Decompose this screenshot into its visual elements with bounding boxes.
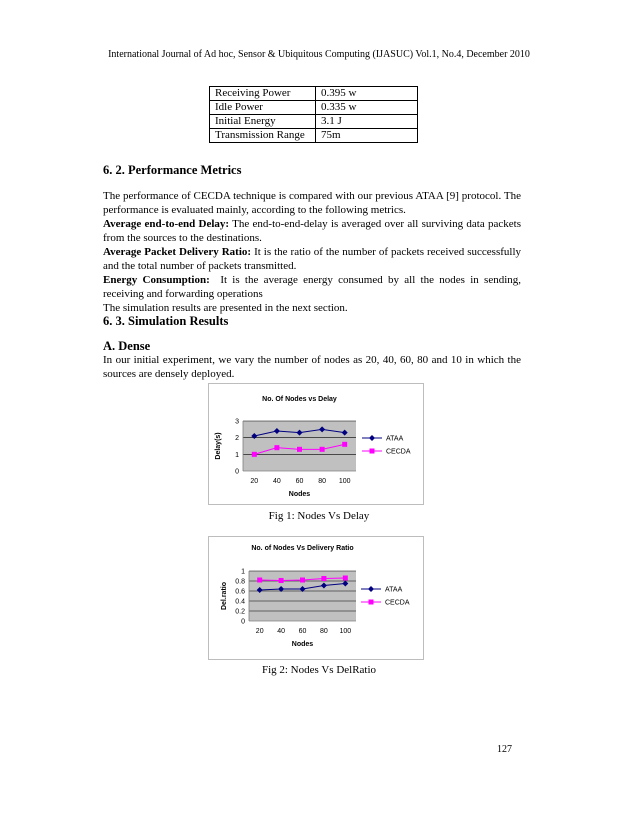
x-tick-label: 80 (318, 478, 326, 485)
page-number: 127 (497, 744, 512, 755)
metrics-closing: The simulation results are presented in the next section. (103, 302, 348, 314)
legend-marker (369, 435, 375, 441)
x-tick-label: 60 (295, 478, 304, 485)
data-point (320, 447, 325, 452)
metric-pdr (103, 245, 521, 273)
metric-definition: It is the ratio of the number of packets received successfully and the total number of packets transmitted. (103, 246, 522, 272)
delay-chart (209, 384, 423, 504)
x-axis-label: Nodes (291, 641, 314, 648)
legend-label: CECDA (386, 448, 411, 456)
param-value: 0.335 w (316, 101, 418, 115)
results-text: In our initial experiment, we vary the number of nodes as 20, 40, 60, 80 and 10 in which the sources are densely deployed. (103, 354, 521, 380)
sub-heading-dense: A. Dense (103, 339, 151, 353)
x-tick-label: 40 (277, 628, 285, 635)
data-point (274, 445, 279, 450)
param-value: 75m (316, 129, 418, 143)
chart-frame (208, 383, 424, 505)
data-point (297, 447, 302, 452)
param-value: 3.1 J (316, 115, 418, 129)
metric-term: Average end-to-end Delay: (103, 218, 230, 230)
metric-term: Average Packet Delivery Ratio: (103, 246, 252, 258)
chart-title: No. Of Nodes vs Delay (262, 396, 337, 403)
legend-label: ATAA (386, 435, 404, 443)
y-tick-label: 0.4 (235, 598, 245, 606)
data-point (321, 576, 326, 581)
chart-title: No. of Nodes Vs Delivery Ratio (251, 545, 354, 552)
figure-caption: Fig 2: Nodes Vs DelRatio (261, 664, 377, 676)
data-point (279, 578, 284, 583)
legend-label: CECDA (385, 599, 410, 607)
metric-term: Energy Consumption: (103, 274, 210, 286)
y-tick-label: 0 (235, 468, 239, 476)
parameters-table (209, 86, 418, 143)
param-label: Initial Energy (210, 115, 316, 129)
section-heading-results: 6. 3. Simulation Results (103, 314, 229, 328)
metric-delay (103, 217, 521, 245)
x-tick-label: 20 (255, 628, 264, 635)
data-point (343, 576, 348, 581)
delivery-ratio-chart (209, 537, 423, 659)
metric-definition: The end-to-end-delay is averaged over all surviving data packets from the sources to the destinations. (103, 218, 521, 244)
x-tick-label: 100 (338, 478, 351, 485)
x-tick-label: 80 (320, 628, 328, 635)
y-tick-label: 0.2 (235, 608, 245, 616)
table-row (210, 115, 418, 129)
x-tick-label: 40 (273, 478, 281, 485)
y-tick-label: 0 (241, 618, 245, 626)
table-row (210, 87, 418, 101)
metric-energy (103, 273, 521, 301)
table-row (210, 101, 418, 115)
y-tick-label: 2 (235, 435, 239, 443)
param-label: Idle Power (210, 101, 316, 115)
y-tick-label: 1 (235, 451, 239, 459)
section-heading-metrics: 6. 2. Performance Metrics (103, 163, 242, 177)
metrics-intro: The performance of CECDA technique is compared with our previous ATAA [9] protocol. The performance is evaluated mainly, according to the following metrics. (103, 190, 521, 216)
y-axis-label: Del.ratio (221, 581, 228, 611)
data-point (252, 452, 257, 457)
data-point (300, 578, 305, 583)
x-tick-label: 100 (339, 628, 352, 635)
y-tick-label: 0.8 (235, 578, 245, 586)
table-row (210, 129, 418, 143)
data-point (342, 442, 347, 447)
param-label: Receiving Power (210, 87, 316, 101)
legend-marker (368, 586, 374, 592)
x-tick-label: 20 (250, 478, 259, 485)
param-label: Transmission Range (210, 129, 316, 143)
x-axis-label: Nodes (288, 491, 311, 498)
param-value: 0.395 w (316, 87, 418, 101)
running-header: International Journal of Ad hoc, Sensor & Ubiquitous Computing (IJASUC) Vol.1, No.4, December 2010 (108, 49, 530, 60)
data-point (257, 578, 262, 583)
metric-definition: It is the average energy consumed by all the nodes in sending, receiving and forwarding operations (103, 274, 522, 300)
x-tick-label: 60 (298, 628, 307, 635)
chart-frame (208, 536, 424, 660)
y-tick-label: 1 (241, 568, 245, 576)
figure-caption: Fig 1: Nodes Vs Delay (268, 510, 370, 522)
legend-label: ATAA (385, 586, 403, 594)
y-tick-label: 3 (235, 418, 239, 426)
y-tick-label: 0.6 (235, 588, 245, 596)
legend-marker (369, 600, 374, 605)
metrics-body (103, 189, 521, 315)
y-axis-label: Delay(s) (215, 432, 222, 460)
legend-marker (370, 449, 375, 454)
